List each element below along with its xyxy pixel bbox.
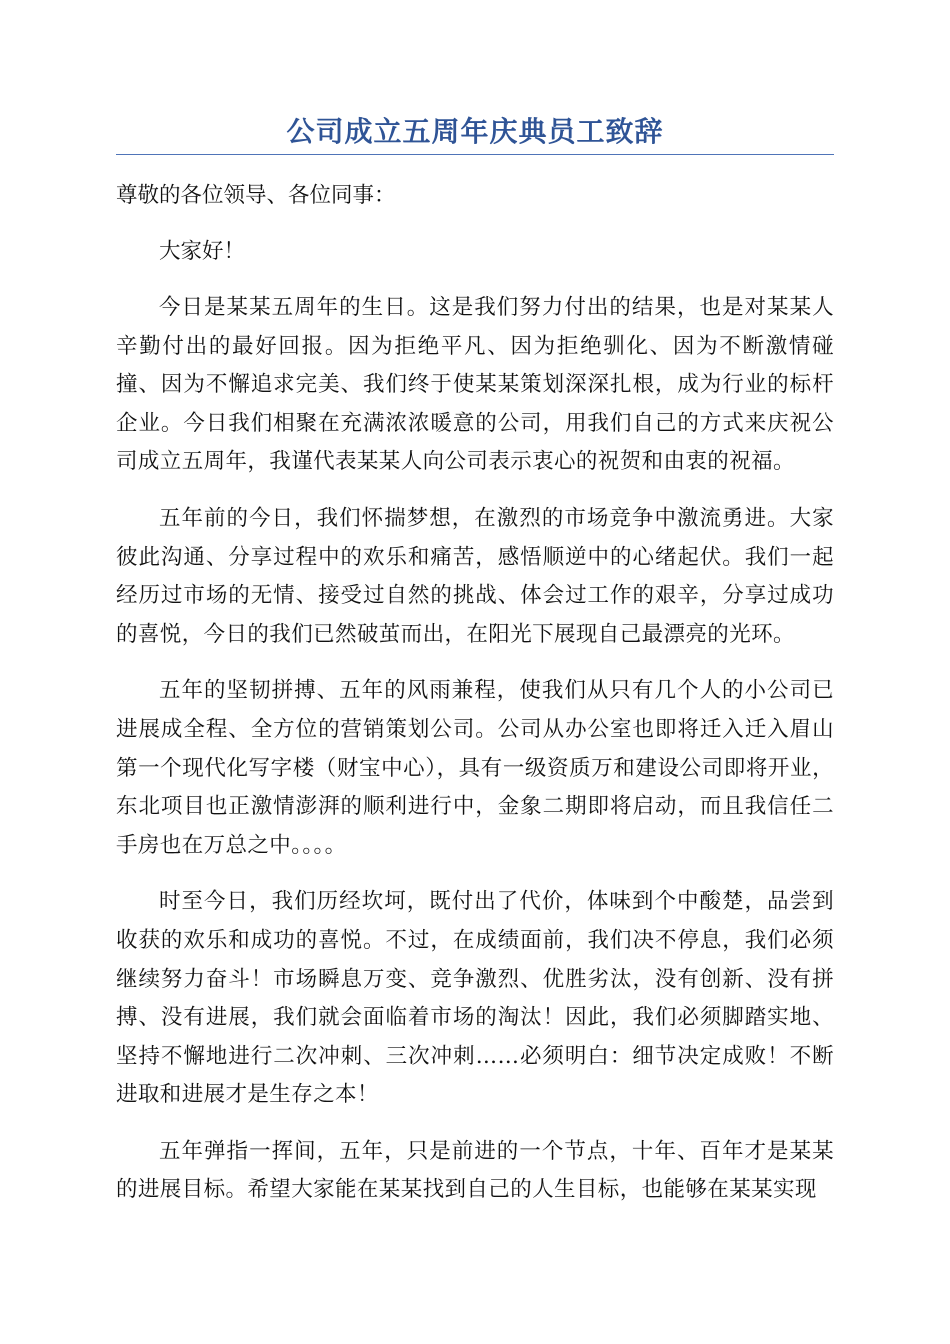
greeting: 大家好！ xyxy=(159,239,246,264)
body-paragraph: 五年的坚韧拼搏、五年的风雨兼程，使我们从只有几个人的小公司已进展成全程、全方位的营销策划公司。公司从办公室也即将迁入迁入眉山第一个现代化写字楼（财宝中心），具有一级资质万和建设公司即将开业，东北项目也正激情澎湃的顺利进行中，金象二期即将启动，而且我信任二手房也在万总之中。。。。 xyxy=(116,678,834,858)
body-paragraph: 时至今日，我们历经坎坷，既付出了代价，体味到个中酸楚，品尝到收获的欢乐和成功的喜悦。不过，在成绩面前，我们决不停息，我们必须继续努力奋斗！市场瞬息万变、竞争激烈、优胜劣汰，没有创新、没有拼搏、没有进展，我们就会面临着市场的淘汰！因此，我们必须脚踏实地、坚持不懈地进行二次冲刺、三次冲刺……必须明白：细节决定成败！不断进取和进展才是生存之本！ xyxy=(116,889,834,1108)
body-paragraph: 今日是某某五周年的生日。这是我们努力付出的结果，也是对某某人辛勤付出的最好回报。因为拒绝平凡、因为拒绝驯化、因为不断激情碰撞、因为不懈追求完美、我们终于使某某策划深深扎根，成为行业的标杆企业。今日我们相聚在充满浓浓暖意的公司，用我们自己的方式来庆祝公司成立五周年，我谨代表某某人向公司表示衷心的祝贺和由衷的祝福。 xyxy=(116,295,834,475)
body-paragraph: 五年弹指一挥间，五年，只是前进的一个节点，十年、百年才是某某的进展目标。希望大家能在某某找到自己的人生目标，也能够在某某实现 xyxy=(116,1138,834,1203)
document-page xyxy=(116,112,834,1210)
document-title: 公司成立五周年庆典员工致辞 xyxy=(116,112,834,155)
body-paragraph: 五年前的今日，我们怀揣梦想，在激烈的市场竞争中激流勇进。大家彼此沟通、分享过程中的欢乐和痛苦，感悟顺逆中的心绪起伏。我们一起经历过市场的无情、接受过自然的挑战、体会过工作的艰辛，分享过成功的喜悦，今日的我们已然破茧而出，在阳光下展现自己最漂亮的光环。 xyxy=(116,505,834,647)
salutation: 尊敬的各位领导、各位同事： xyxy=(116,183,396,208)
